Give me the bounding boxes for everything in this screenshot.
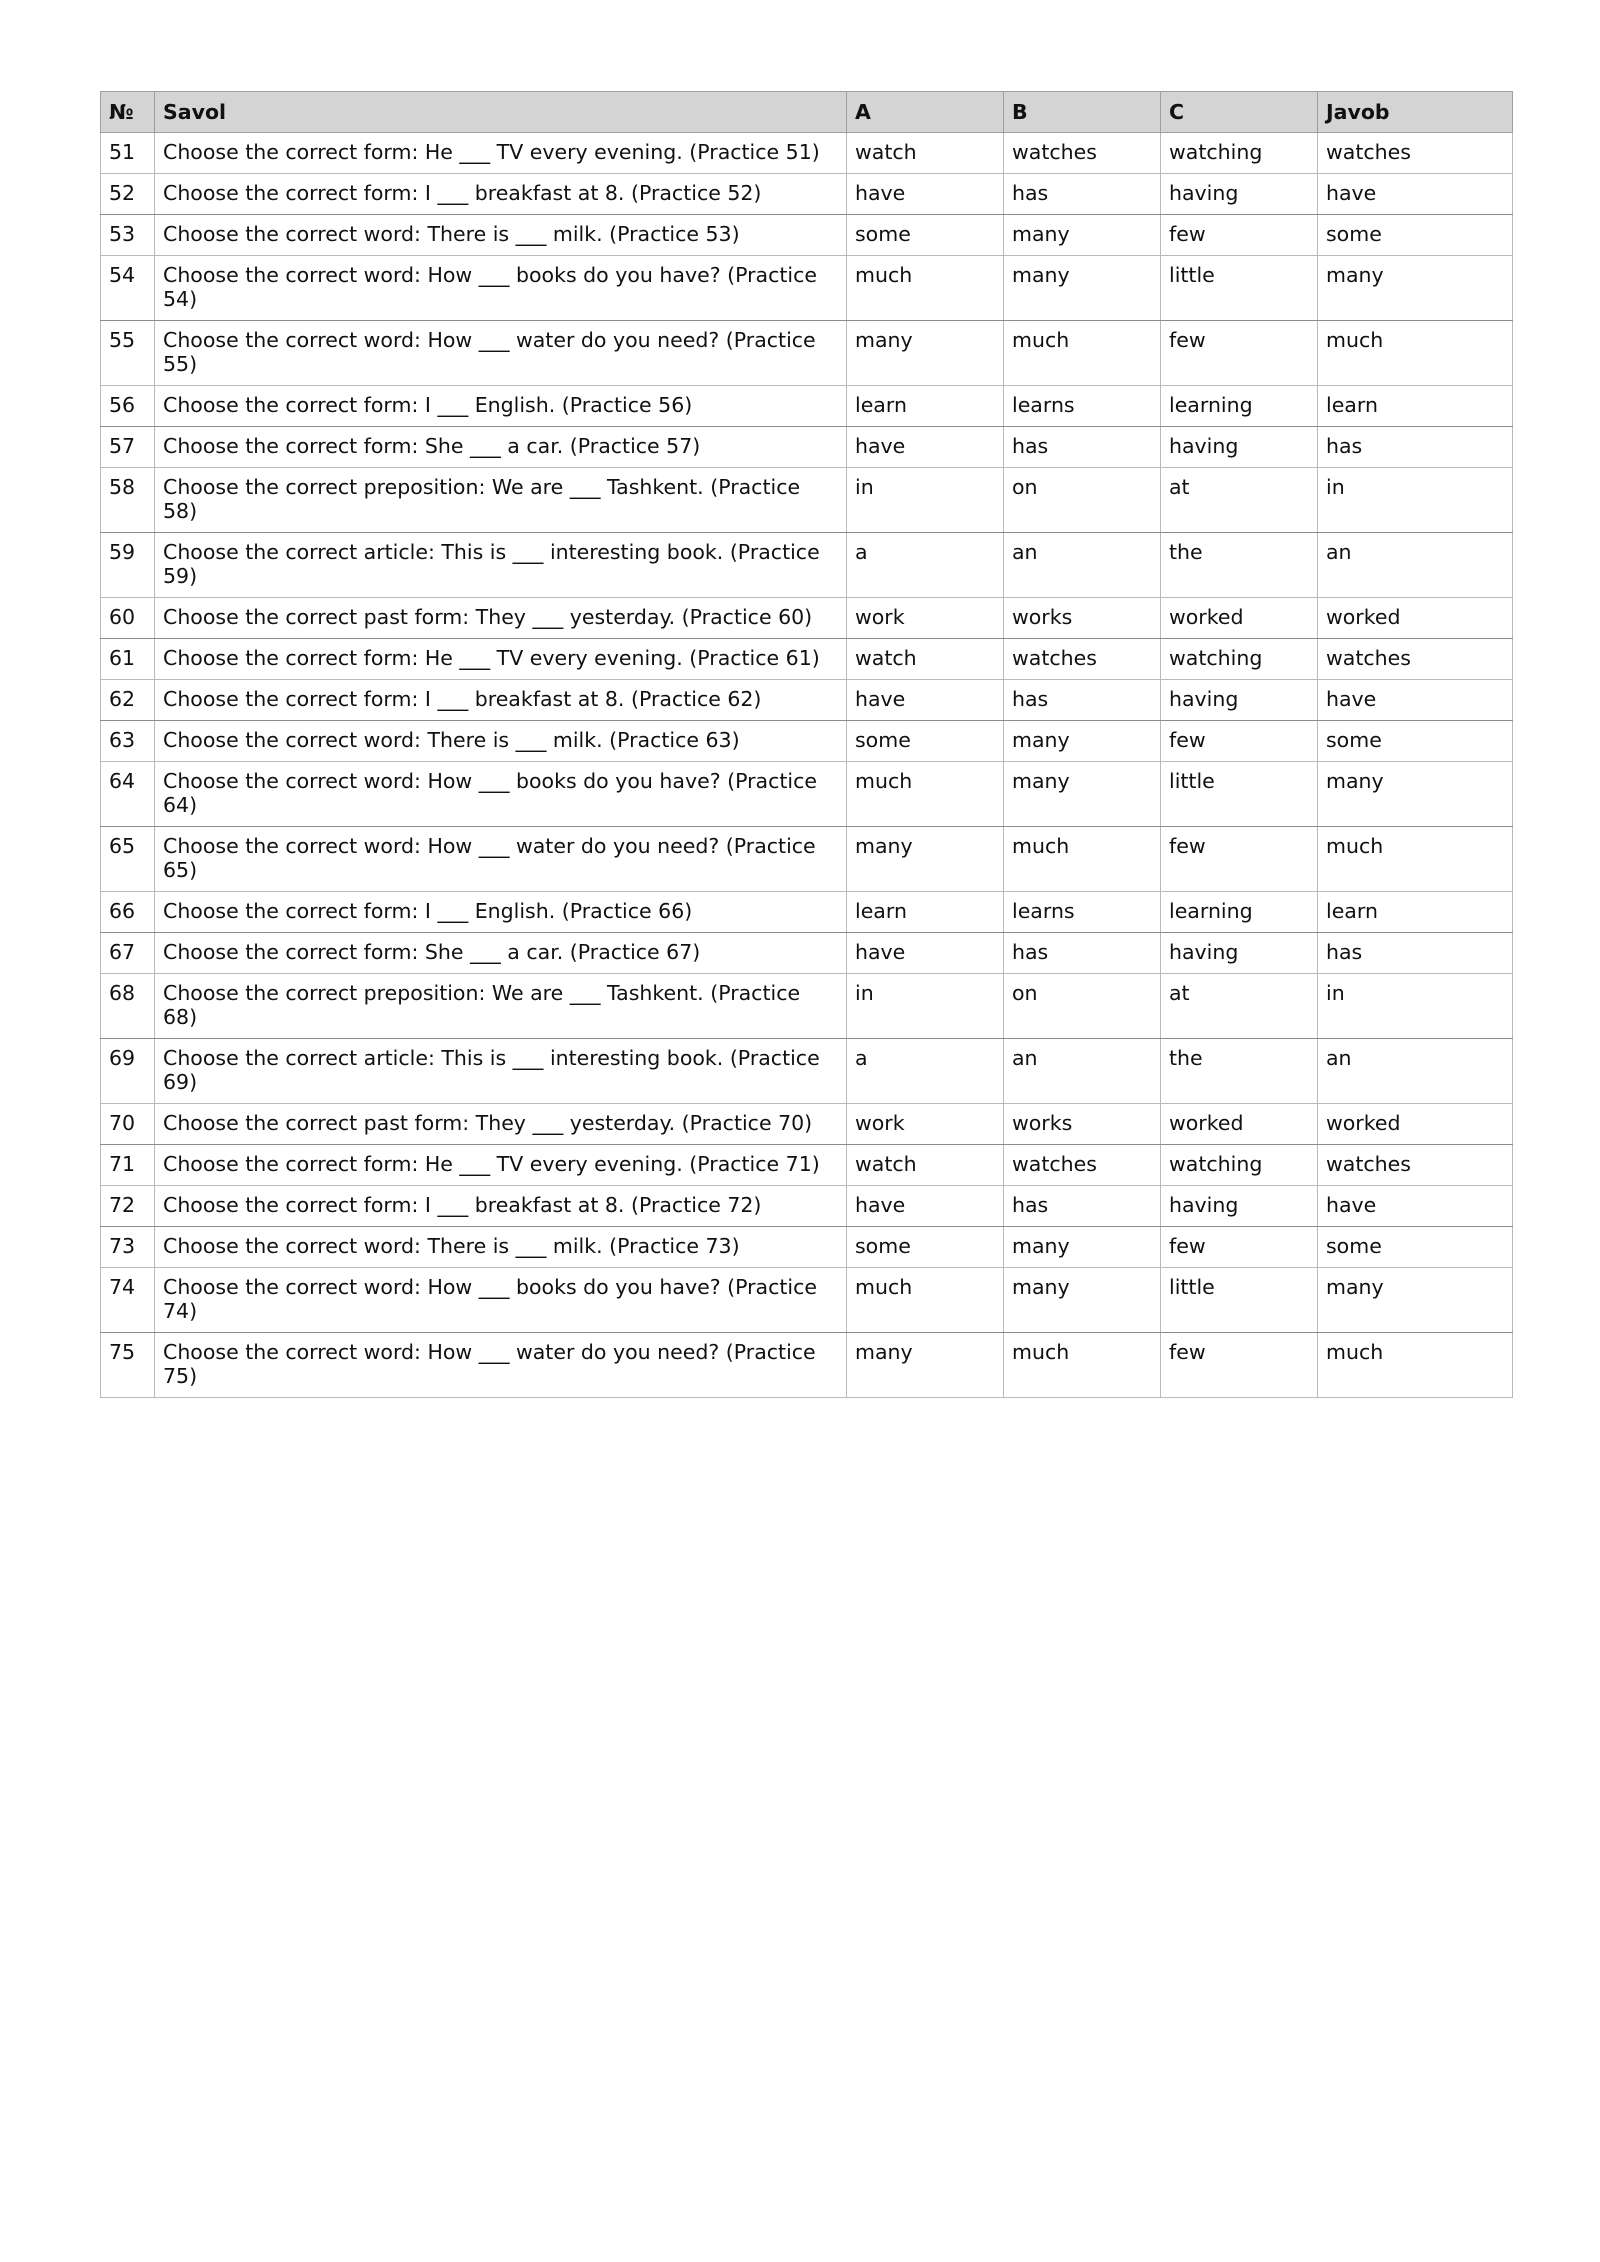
answer: much: [1318, 1333, 1513, 1398]
option-c: having: [1161, 680, 1318, 721]
option-b: watches: [1004, 133, 1161, 174]
table-row: [101, 721, 1513, 762]
option-b: many: [1004, 215, 1161, 256]
option-a: have: [847, 427, 1004, 468]
table-row: [101, 468, 1513, 533]
answer: some: [1318, 1227, 1513, 1268]
row-number: 67: [101, 933, 155, 974]
question-text: Choose the correct preposition: We are ___ Tashkent. (Practice 58): [155, 468, 847, 533]
answer: some: [1318, 721, 1513, 762]
row-number: 53: [101, 215, 155, 256]
table-row: [101, 974, 1513, 1039]
row-number: 55: [101, 321, 155, 386]
question-text: Choose the correct article: This is ___ interesting book. (Practice 59): [155, 533, 847, 598]
table-row: [101, 1186, 1513, 1227]
option-c: the: [1161, 533, 1318, 598]
option-b: much: [1004, 827, 1161, 892]
table-row: [101, 427, 1513, 468]
option-c: little: [1161, 762, 1318, 827]
question-text: Choose the correct word: How ___ water do you need? (Practice 75): [155, 1333, 847, 1398]
option-b: has: [1004, 680, 1161, 721]
answer: an: [1318, 533, 1513, 598]
answer: an: [1318, 1039, 1513, 1104]
table-row: [101, 892, 1513, 933]
option-c: having: [1161, 427, 1318, 468]
option-b: has: [1004, 933, 1161, 974]
row-number: 69: [101, 1039, 155, 1104]
table-row: [101, 1039, 1513, 1104]
table-row: [101, 1333, 1513, 1398]
row-number: 62: [101, 680, 155, 721]
question-text: Choose the correct word: How ___ books do you have? (Practice 54): [155, 256, 847, 321]
option-b: has: [1004, 1186, 1161, 1227]
option-c: little: [1161, 256, 1318, 321]
option-b: works: [1004, 598, 1161, 639]
answer: some: [1318, 215, 1513, 256]
option-c: having: [1161, 933, 1318, 974]
option-b: learns: [1004, 892, 1161, 933]
row-number: 75: [101, 1333, 155, 1398]
option-b: has: [1004, 174, 1161, 215]
table-row: [101, 215, 1513, 256]
table-header: [101, 92, 1513, 133]
option-a: have: [847, 933, 1004, 974]
quiz-table: [100, 91, 1513, 1398]
row-number: 58: [101, 468, 155, 533]
table-row: [101, 533, 1513, 598]
question-text: Choose the correct preposition: We are ___ Tashkent. (Practice 68): [155, 974, 847, 1039]
option-a: a: [847, 533, 1004, 598]
option-b: many: [1004, 762, 1161, 827]
table-row: [101, 680, 1513, 721]
option-a: in: [847, 974, 1004, 1039]
option-a: many: [847, 321, 1004, 386]
option-b: many: [1004, 256, 1161, 321]
answer: many: [1318, 762, 1513, 827]
answer: has: [1318, 427, 1513, 468]
table-row: [101, 133, 1513, 174]
question-text: Choose the correct form: I ___ breakfast at 8. (Practice 62): [155, 680, 847, 721]
header-option-b: B: [1004, 92, 1161, 133]
table-row: [101, 1104, 1513, 1145]
table-row: [101, 256, 1513, 321]
option-c: watching: [1161, 133, 1318, 174]
table-row: [101, 1268, 1513, 1333]
header-number: №: [101, 92, 155, 133]
question-text: Choose the correct word: There is ___ milk. (Practice 73): [155, 1227, 847, 1268]
question-text: Choose the correct word: How ___ water do you need? (Practice 55): [155, 321, 847, 386]
answer: worked: [1318, 1104, 1513, 1145]
header-option-c: C: [1161, 92, 1318, 133]
option-a: learn: [847, 892, 1004, 933]
answer: learn: [1318, 386, 1513, 427]
question-text: Choose the correct word: How ___ books do you have? (Practice 74): [155, 1268, 847, 1333]
option-a: have: [847, 680, 1004, 721]
table-row: [101, 386, 1513, 427]
option-c: at: [1161, 468, 1318, 533]
answer: much: [1318, 321, 1513, 386]
answer: learn: [1318, 892, 1513, 933]
question-text: Choose the correct form: He ___ TV every evening. (Practice 61): [155, 639, 847, 680]
option-b: an: [1004, 1039, 1161, 1104]
table-row: [101, 321, 1513, 386]
question-text: Choose the correct past form: They ___ yesterday. (Practice 70): [155, 1104, 847, 1145]
header-row: [101, 92, 1513, 133]
option-c: having: [1161, 1186, 1318, 1227]
option-c: watching: [1161, 1145, 1318, 1186]
answer: watches: [1318, 639, 1513, 680]
option-c: little: [1161, 1268, 1318, 1333]
question-text: Choose the correct word: How ___ books do you have? (Practice 64): [155, 762, 847, 827]
option-a: a: [847, 1039, 1004, 1104]
table-row: [101, 762, 1513, 827]
option-a: work: [847, 598, 1004, 639]
option-a: work: [847, 1104, 1004, 1145]
answer: watches: [1318, 133, 1513, 174]
question-text: Choose the correct past form: They ___ yesterday. (Practice 60): [155, 598, 847, 639]
option-a: many: [847, 827, 1004, 892]
option-b: works: [1004, 1104, 1161, 1145]
option-a: watch: [847, 1145, 1004, 1186]
table-row: [101, 639, 1513, 680]
option-c: learning: [1161, 892, 1318, 933]
row-number: 57: [101, 427, 155, 468]
question-text: Choose the correct form: She ___ a car. (Practice 57): [155, 427, 847, 468]
question-text: Choose the correct form: I ___ English. (Practice 56): [155, 386, 847, 427]
option-b: many: [1004, 721, 1161, 762]
answer: in: [1318, 974, 1513, 1039]
answer: have: [1318, 1186, 1513, 1227]
row-number: 72: [101, 1186, 155, 1227]
answer: watches: [1318, 1145, 1513, 1186]
header-answer: Javob: [1318, 92, 1513, 133]
question-text: Choose the correct form: I ___ English. (Practice 66): [155, 892, 847, 933]
row-number: 61: [101, 639, 155, 680]
option-c: watching: [1161, 639, 1318, 680]
option-b: much: [1004, 321, 1161, 386]
row-number: 51: [101, 133, 155, 174]
row-number: 54: [101, 256, 155, 321]
row-number: 66: [101, 892, 155, 933]
answer: in: [1318, 468, 1513, 533]
row-number: 63: [101, 721, 155, 762]
option-b: on: [1004, 974, 1161, 1039]
option-b: an: [1004, 533, 1161, 598]
row-number: 73: [101, 1227, 155, 1268]
table-row: [101, 827, 1513, 892]
row-number: 71: [101, 1145, 155, 1186]
option-a: some: [847, 721, 1004, 762]
row-number: 68: [101, 974, 155, 1039]
question-text: Choose the correct word: There is ___ milk. (Practice 63): [155, 721, 847, 762]
option-c: few: [1161, 321, 1318, 386]
table-row: [101, 933, 1513, 974]
option-a: some: [847, 1227, 1004, 1268]
question-text: Choose the correct form: She ___ a car. (Practice 67): [155, 933, 847, 974]
option-c: few: [1161, 1227, 1318, 1268]
answer: has: [1318, 933, 1513, 974]
option-a: much: [847, 1268, 1004, 1333]
option-c: at: [1161, 974, 1318, 1039]
table-body: [101, 133, 1513, 1398]
option-c: few: [1161, 215, 1318, 256]
answer: many: [1318, 1268, 1513, 1333]
option-c: few: [1161, 721, 1318, 762]
row-number: 64: [101, 762, 155, 827]
table-row: [101, 598, 1513, 639]
header-option-a: A: [847, 92, 1004, 133]
option-c: few: [1161, 1333, 1318, 1398]
table-row: [101, 174, 1513, 215]
option-b: watches: [1004, 1145, 1161, 1186]
option-c: few: [1161, 827, 1318, 892]
question-text: Choose the correct form: He ___ TV every evening. (Practice 71): [155, 1145, 847, 1186]
option-b: many: [1004, 1268, 1161, 1333]
option-b: watches: [1004, 639, 1161, 680]
option-a: have: [847, 1186, 1004, 1227]
option-a: much: [847, 256, 1004, 321]
table-row: [101, 1145, 1513, 1186]
table-row: [101, 1227, 1513, 1268]
option-a: watch: [847, 133, 1004, 174]
question-text: Choose the correct word: There is ___ milk. (Practice 53): [155, 215, 847, 256]
header-question: Savol: [155, 92, 847, 133]
option-a: many: [847, 1333, 1004, 1398]
option-c: learning: [1161, 386, 1318, 427]
option-c: having: [1161, 174, 1318, 215]
option-b: much: [1004, 1333, 1161, 1398]
option-a: in: [847, 468, 1004, 533]
option-a: watch: [847, 639, 1004, 680]
answer: have: [1318, 680, 1513, 721]
option-a: much: [847, 762, 1004, 827]
option-c: worked: [1161, 1104, 1318, 1145]
option-b: many: [1004, 1227, 1161, 1268]
option-c: worked: [1161, 598, 1318, 639]
answer: much: [1318, 827, 1513, 892]
question-text: Choose the correct form: I ___ breakfast at 8. (Practice 52): [155, 174, 847, 215]
question-text: Choose the correct form: He ___ TV every evening. (Practice 51): [155, 133, 847, 174]
option-a: learn: [847, 386, 1004, 427]
row-number: 60: [101, 598, 155, 639]
row-number: 59: [101, 533, 155, 598]
answer: have: [1318, 174, 1513, 215]
question-text: Choose the correct word: How ___ water do you need? (Practice 65): [155, 827, 847, 892]
option-a: some: [847, 215, 1004, 256]
option-b: has: [1004, 427, 1161, 468]
answer: many: [1318, 256, 1513, 321]
option-a: have: [847, 174, 1004, 215]
row-number: 70: [101, 1104, 155, 1145]
option-b: learns: [1004, 386, 1161, 427]
row-number: 52: [101, 174, 155, 215]
answer: worked: [1318, 598, 1513, 639]
option-b: on: [1004, 468, 1161, 533]
row-number: 56: [101, 386, 155, 427]
question-text: Choose the correct article: This is ___ interesting book. (Practice 69): [155, 1039, 847, 1104]
option-c: the: [1161, 1039, 1318, 1104]
row-number: 74: [101, 1268, 155, 1333]
row-number: 65: [101, 827, 155, 892]
question-text: Choose the correct form: I ___ breakfast at 8. (Practice 72): [155, 1186, 847, 1227]
